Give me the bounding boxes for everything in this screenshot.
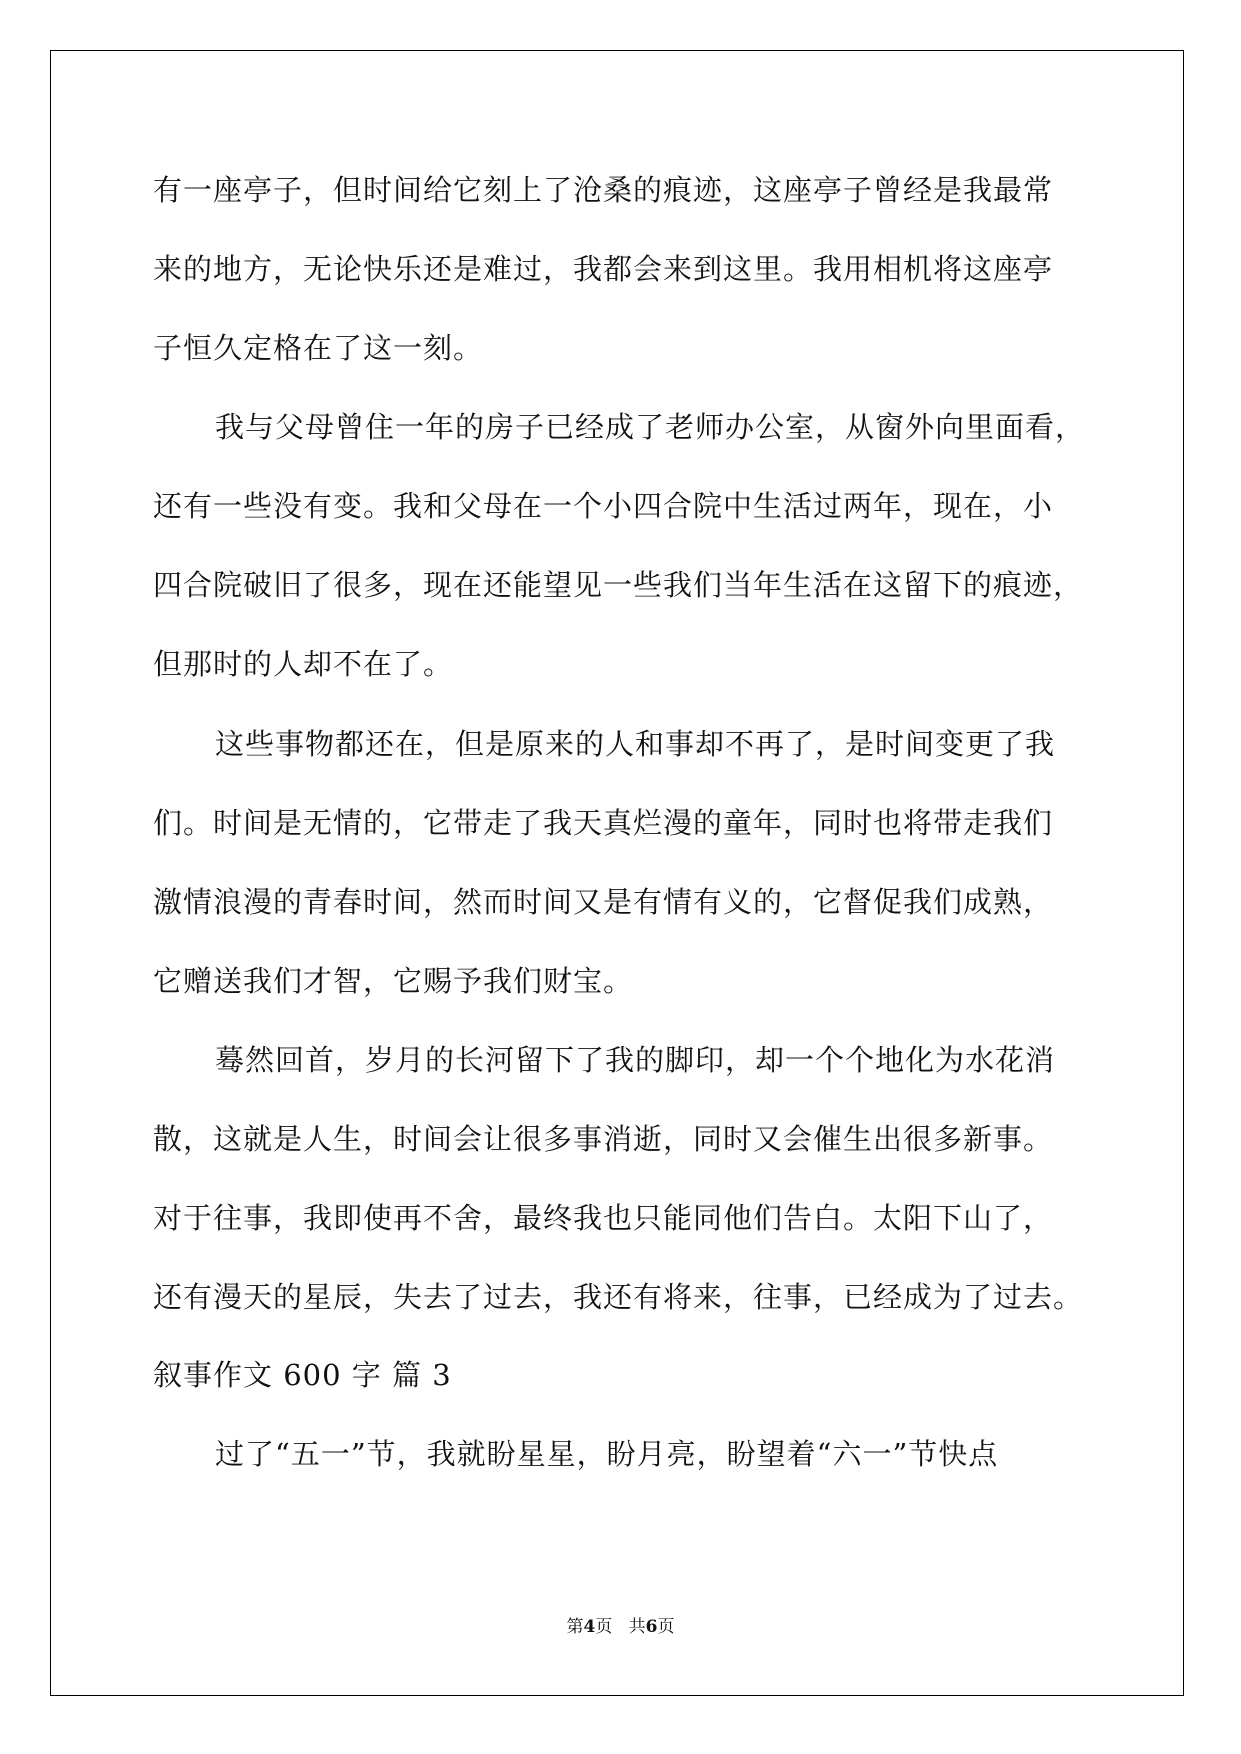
text-line-11: 它赠送我们才智，它赐予我们财宝。 [153, 964, 634, 998]
text-line-13: 散，这就是人生，时间会让很多事消逝，同时又会催生出很多新事。 [153, 1122, 1054, 1156]
text-line-4: 我与父母曾住一年的房子已经成了老师办公室，从窗外向里面看， [215, 410, 1086, 444]
text-line-17: 过了“五一”节，我就盼星星，盼月亮，盼望着“六一”节快点 [215, 1437, 999, 1471]
footer-current-page: 4 [583, 1617, 596, 1637]
text-line-3: 子恒久定格在了这一刻。 [153, 331, 484, 365]
footer-suffix: 页 [657, 1617, 675, 1637]
text-line-7: 但那时的人却不在了。 [153, 647, 454, 681]
text-line-9: 们。时间是无情的，它带走了我天真烂漫的童年，同时也将带走我们 [153, 806, 1054, 840]
text-line-15: 还有漫天的星辰，失去了过去，我还有将来，往事，已经成为了过去。 [153, 1280, 1084, 1314]
text-line-1: 有一座亭子，但时间给它刻上了沧桑的痕迹，这座亭子曾经是我最常 [153, 173, 1054, 207]
text-line-2: 来的地方，无论快乐还是难过，我都会来到这里。我用相机将这座亭 [153, 252, 1054, 286]
text-line-10: 激情浪漫的青春时间，然而时间又是有情有义的，它督促我们成熟， [153, 885, 1054, 919]
text-line-6: 四合院破旧了很多，现在还能望见一些我们当年生活在这留下的痕迹， [153, 568, 1084, 602]
section-heading: 叙事作文 600 字 篇 3 [153, 1358, 452, 1392]
text-line-14: 对于往事，我即使再不舍，最终我也只能同他们告白。太阳下山了， [153, 1201, 1054, 1235]
footer-total-pages: 6 [645, 1617, 658, 1637]
page-footer [0, 1612, 1241, 1637]
text-line-5: 还有一些没有变。我和父母在一个小四合院中生活过两年，现在，小 [153, 489, 1054, 523]
footer-prefix: 第 [566, 1617, 584, 1637]
footer-middle: 页 共 [595, 1617, 646, 1637]
text-line-8: 这些事物都还在，但是原来的人和事却不再了，是时间变更了我 [215, 727, 1056, 761]
text-line-12: 蓦然回首，岁月的长河留下了我的脚印，却一个个地化为水花消 [215, 1043, 1056, 1077]
